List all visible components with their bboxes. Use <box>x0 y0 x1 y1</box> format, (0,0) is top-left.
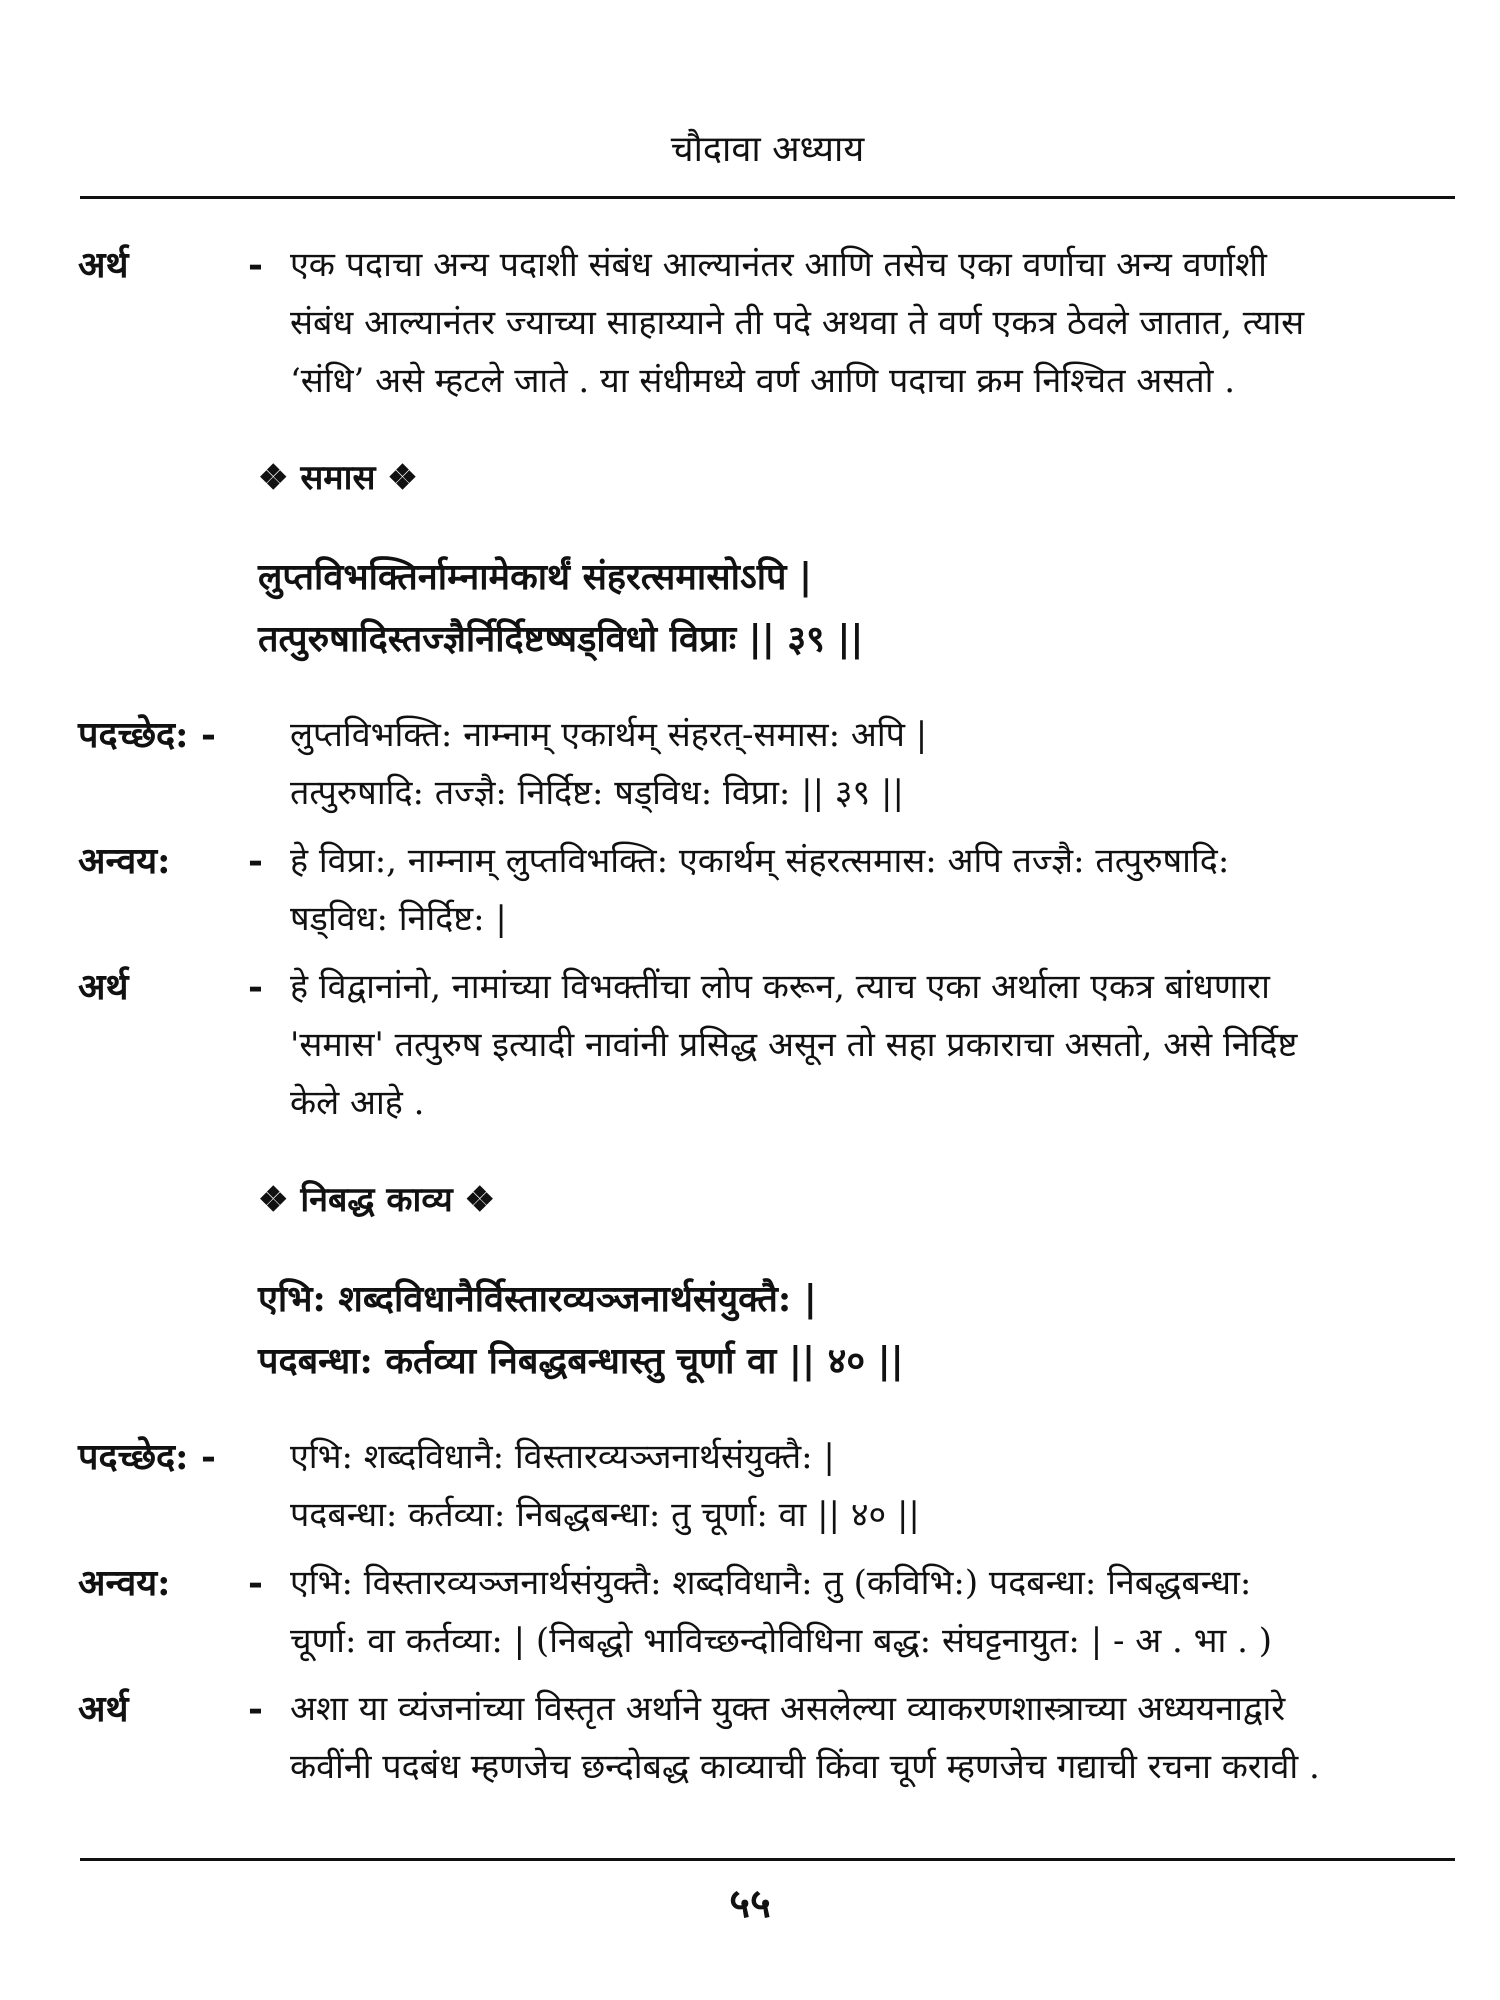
verse-40 <box>258 1268 1458 1392</box>
padachheda-label: पदच्छेद: - <box>78 714 216 756</box>
label-dash: - <box>248 840 263 882</box>
anvaya-label: अन्वय: <box>78 840 171 882</box>
section-heading-nibaddha-kavya: ❖ निबद्ध काव्य ❖ <box>258 1180 495 1220</box>
artha-text <box>290 236 1458 410</box>
artha-text <box>290 1680 1458 1796</box>
padachheda-entry-39 <box>78 706 1458 822</box>
text-line: चूर्णा: वा कर्तव्या: | (निबद्धो भाविच्छन्दोविधिना बद्ध: संघट्टनायुत: | - अ . भा . ) <box>290 1621 1273 1661</box>
section-heading-samas: ❖ समास ❖ <box>258 458 418 498</box>
artha-entry-sandhi <box>78 236 1458 410</box>
anvaya-text <box>290 1554 1458 1670</box>
verse-39 <box>258 546 1458 670</box>
page-number: ५५ <box>729 1880 771 1927</box>
page-content <box>78 236 1458 1806</box>
artha-text <box>290 958 1458 1132</box>
anvaya-entry-39 <box>78 832 1458 948</box>
text-line: एभि: शब्दविधानै: विस्तारव्यञ्जनार्थसंयुक्तै: | <box>290 1437 835 1477</box>
text-line: हे विप्रा:, नाम्नाम् लुप्तविभक्ति: एकार्थम् संहरत्समास: अपि तज्ज्ञै: तत्पुरुषादि: <box>290 841 1230 881</box>
padachheda-label: पदच्छेद: - <box>78 1436 216 1478</box>
text-line: एक पदाचा अन्य पदाशी संबंध आल्यानंतर आणि तसेच एका वर्णाचा अन्य वर्णाशी <box>290 245 1267 285</box>
verse-line: एभि: शब्दविधानैर्विस्तारव्यञ्जनार्थसंयुक्तै: | <box>258 1278 817 1320</box>
label-dash: - <box>248 244 263 286</box>
text-line: केले आहे . <box>290 1083 425 1123</box>
footer-rule <box>80 1858 1455 1861</box>
verse-line: लुप्तविभक्तिर्नाम्नामेकार्थं संहरत्समासोऽपि | <box>258 556 813 598</box>
artha-entry-40 <box>78 1680 1458 1796</box>
text-line: अशा या व्यंजनांच्या विस्तृत अर्थाने युक्त असलेल्या व्याकरणशास्त्राच्या अध्ययनाद्वारे <box>290 1689 1286 1729</box>
text-line: कवींनी पदबंध म्हणजेच छन्दोबद्ध काव्याची किंवा चूर्ण म्हणजेच गद्याची रचना करावी . <box>290 1747 1320 1787</box>
label-dash: - <box>248 966 263 1008</box>
verse-line: तत्पुरुषादिस्तज्ज्ञैर्निर्दिष्टष्षड्विधो विप्राः || ३९ || <box>258 618 864 660</box>
padachheda-entry-40 <box>78 1428 1458 1544</box>
artha-label: अर्थ <box>78 1688 129 1730</box>
text-line: तत्पुरुषादि: तज्ज्ञै: निर्दिष्ट: षड्विध: विप्रा: || ३९ || <box>290 773 904 813</box>
text-line: संबंध आल्यानंतर ज्याच्या साहाय्याने ती पदे अथवा ते वर्ण एकत्र ठेवले जातात, त्यास <box>290 303 1305 343</box>
text-line: हे विद्वानांनो, नामांच्या विभक्तींचा लोप करून, त्याच एका अर्थाला एकत्र बांधणारा <box>290 967 1270 1007</box>
text-line: षड्विध: निर्दिष्ट: | <box>290 899 507 939</box>
anvaya-text <box>290 832 1458 948</box>
header-rule <box>80 196 1455 199</box>
text-line: 'समास' तत्पुरुष इत्यादी नावांनी प्रसिद्ध असून तो सहा प्रकाराचा असतो, असे निर्दिष्ट <box>290 1025 1298 1065</box>
artha-label: अर्थ <box>78 244 129 286</box>
artha-label: अर्थ <box>78 966 129 1008</box>
text-line: पदबन्धा: कर्तव्या: निबद्धबन्धा: तु चूर्णा: वा || ४० || <box>290 1495 920 1535</box>
verse-line: पदबन्धा: कर्तव्या निबद्धबन्धास्तु चूर्णा वा || ४० || <box>258 1340 904 1382</box>
text-line: एभि: विस्तारव्यञ्जनार्थसंयुक्तै: शब्दविधानै: तु (कविभि:) पदबन्धा: निबद्धबन्धा: <box>290 1563 1252 1603</box>
label-dash: - <box>248 1688 263 1730</box>
padachheda-text <box>290 706 1458 822</box>
text-line: लुप्तविभक्ति: नाम्नाम् एकार्थम् संहरत्-समास: अपि | <box>290 715 928 755</box>
anvaya-label: अन्वय: <box>78 1562 171 1604</box>
artha-entry-39 <box>78 958 1458 1132</box>
text-line: ‘संधि’ असे म्हटले जाते . या संधीमध्ये वर्ण आणि पदाचा क्रम निश्चित असतो . <box>290 361 1236 401</box>
running-header: चौदावा अध्याय <box>670 129 865 170</box>
label-dash: - <box>248 1562 263 1604</box>
padachheda-text <box>290 1428 1458 1544</box>
anvaya-entry-40 <box>78 1554 1458 1670</box>
